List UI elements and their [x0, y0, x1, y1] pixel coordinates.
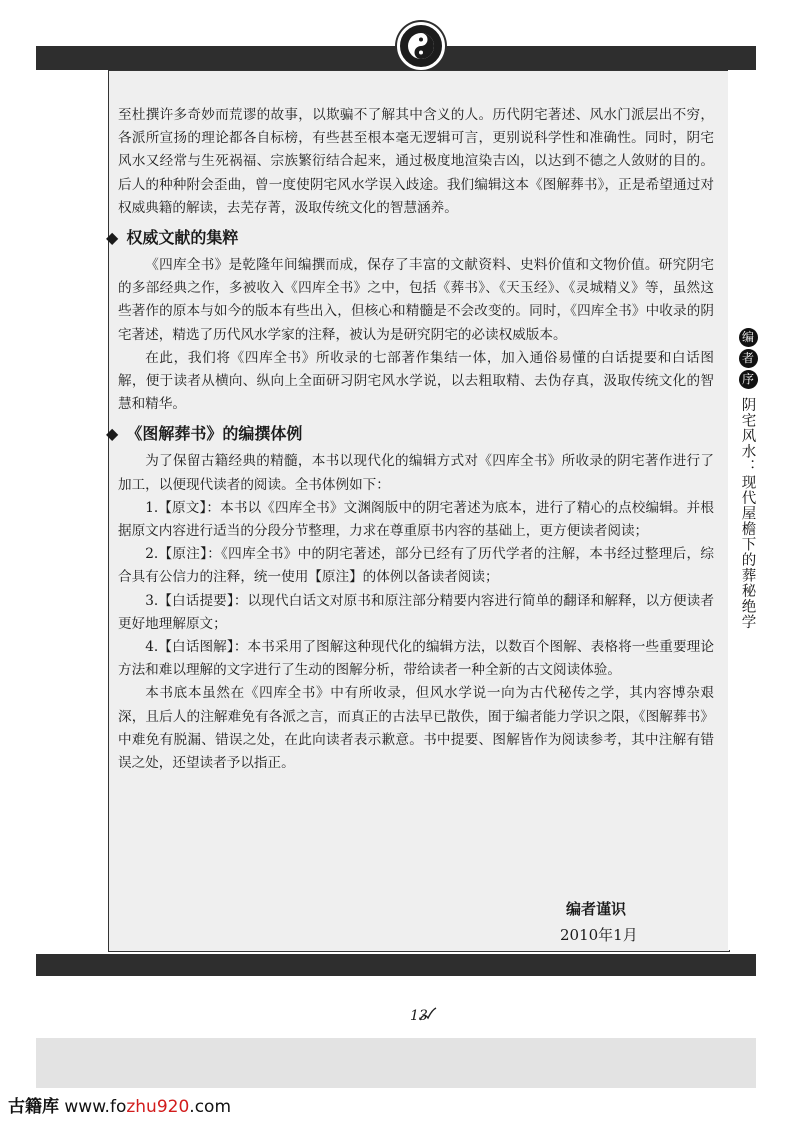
seal-char: 编 [739, 328, 758, 347]
site-url-suffix: .com [189, 1097, 232, 1117]
footer-band-light [36, 1038, 756, 1088]
book-series-title: 阴宅风水：现代屋檐下的葬秘绝学 [739, 397, 756, 630]
page-number: 13 [410, 1008, 428, 1024]
paragraph: 《四库全书》是乾隆年间编撰而成，保存了丰富的文献资料、史料价值和文物价值。研究阴宅的多部经典之作，多被收入《四库全书》之中，包括《葬书》、《天玉经》、《灵城精义》等，虽然这些著作的原本与如今的版本有些出入，但核心和精髓是不会改变的。同时，《四库全书》中收录的阴宅著述，精选了历代风水学家的注释，被认为是研究阴宅的必读权威版本。 [118, 257, 714, 343]
footer-band-dark [36, 954, 756, 976]
section-heading [106, 422, 714, 446]
seal-char: 序 [739, 370, 758, 389]
diamond-bullet-icon: ◆ [106, 228, 119, 248]
section-heading [106, 226, 714, 250]
yin-yang-emblem-icon [397, 22, 445, 70]
site-url-num: 920 [156, 1097, 190, 1117]
page-flourish-icon [418, 1006, 438, 1024]
list-item: 4.【白话图解】：本书采用了图解这种现代化的编辑方法，以数百个图解、表格将一些重要理论方法和难以理解的文字进行了生动的图解分析，带给读者一种全新的古文阅读体验。 [118, 639, 714, 679]
site-watermark[interactable] [8, 1092, 231, 1117]
intro-paragraph: 至杜撰许多奇妙而荒谬的故事，以欺骗不了解其中含义的人。历代阴宅著述、风水门派层出不穷，各派所宣扬的理论都各自标榜，有些甚至根本毫无逻辑可言，更别说科学性和准确性。同时，阴宅风水又经常与生死祸福、宗族繁衍结合起来，通过极度地渲染吉凶，以达到不德之人敛财的目的。后人的种种附会歪曲，曾一度使阴宅风水学误入歧途。我们编辑这本《图解葬书》，正是希望通过对权威典籍的解读，去芜存菁，汲取传统文化的智慧涵养。 [118, 107, 714, 216]
signature: 编者谨识 [566, 900, 627, 918]
section-title: 《图解葬书》的编撰体例 [126, 424, 303, 444]
diamond-bullet-icon: ◆ [106, 424, 119, 444]
preface-body [106, 104, 714, 775]
seal-char: 者 [739, 349, 758, 368]
list-item: 2.【原注】：《四库全书》中的阴宅著述，部分已经有了历代学者的注解，本书经过整理后，综合具有公信力的注释，统一使用【原注】的体例以备读者阅读； [118, 546, 714, 586]
site-url-prefix: www.fo [64, 1097, 127, 1117]
site-url-zhu: zhu [126, 1097, 157, 1117]
section-title: 权威文献的集粹 [126, 228, 239, 248]
paragraph: 在此，我们将《四库全书》所收录的七部著作集结一体，加入通俗易懂的白话提要和白话图解，便于读者从横向、纵向上全面研习阴宅风水学说，以去粗取精、去伪存真，汲取传统文化的智慧和精华。 [118, 349, 714, 413]
site-name: 古籍库 [8, 1097, 59, 1117]
list-item: 3.【白话提要】：以现代白话文对原书和原注部分精要内容进行简单的翻译和解释，以方便读者更好地理解原文； [118, 592, 714, 632]
side-caption [737, 328, 759, 630]
header-band [36, 46, 756, 70]
paragraph: 本书底本虽然在《四库全书》中有所收录，但风水学说一向为古代秘传之学，其内容博杂艰深，且后人的注解难免有各派之言，而真正的古法早已散佚，囿于编者能力学识之限，《图解葬书》中难免有脱漏、错误之处，在此向读者表示歉意。书中提要、图解皆作为阅读参考，其中注解有错误之处，还望读者予以指正。 [118, 685, 714, 772]
date: 2010年1月 [560, 926, 638, 944]
paragraph: 为了保留古籍经典的精髓，本书以现代化的编辑方式对《四库全书》所收录的阴宅著作进行了加工，以便现代读者的阅读。全书体例如下： [118, 453, 714, 493]
list-item: 1.【原文】：本书以《四库全书》文渊阁版中的阴宅著述为底本，进行了精心的点校编辑。并根据原文内容进行适当的分段分节整理，力求在尊重原书内容的基础上，更方便读者阅读； [118, 499, 714, 540]
